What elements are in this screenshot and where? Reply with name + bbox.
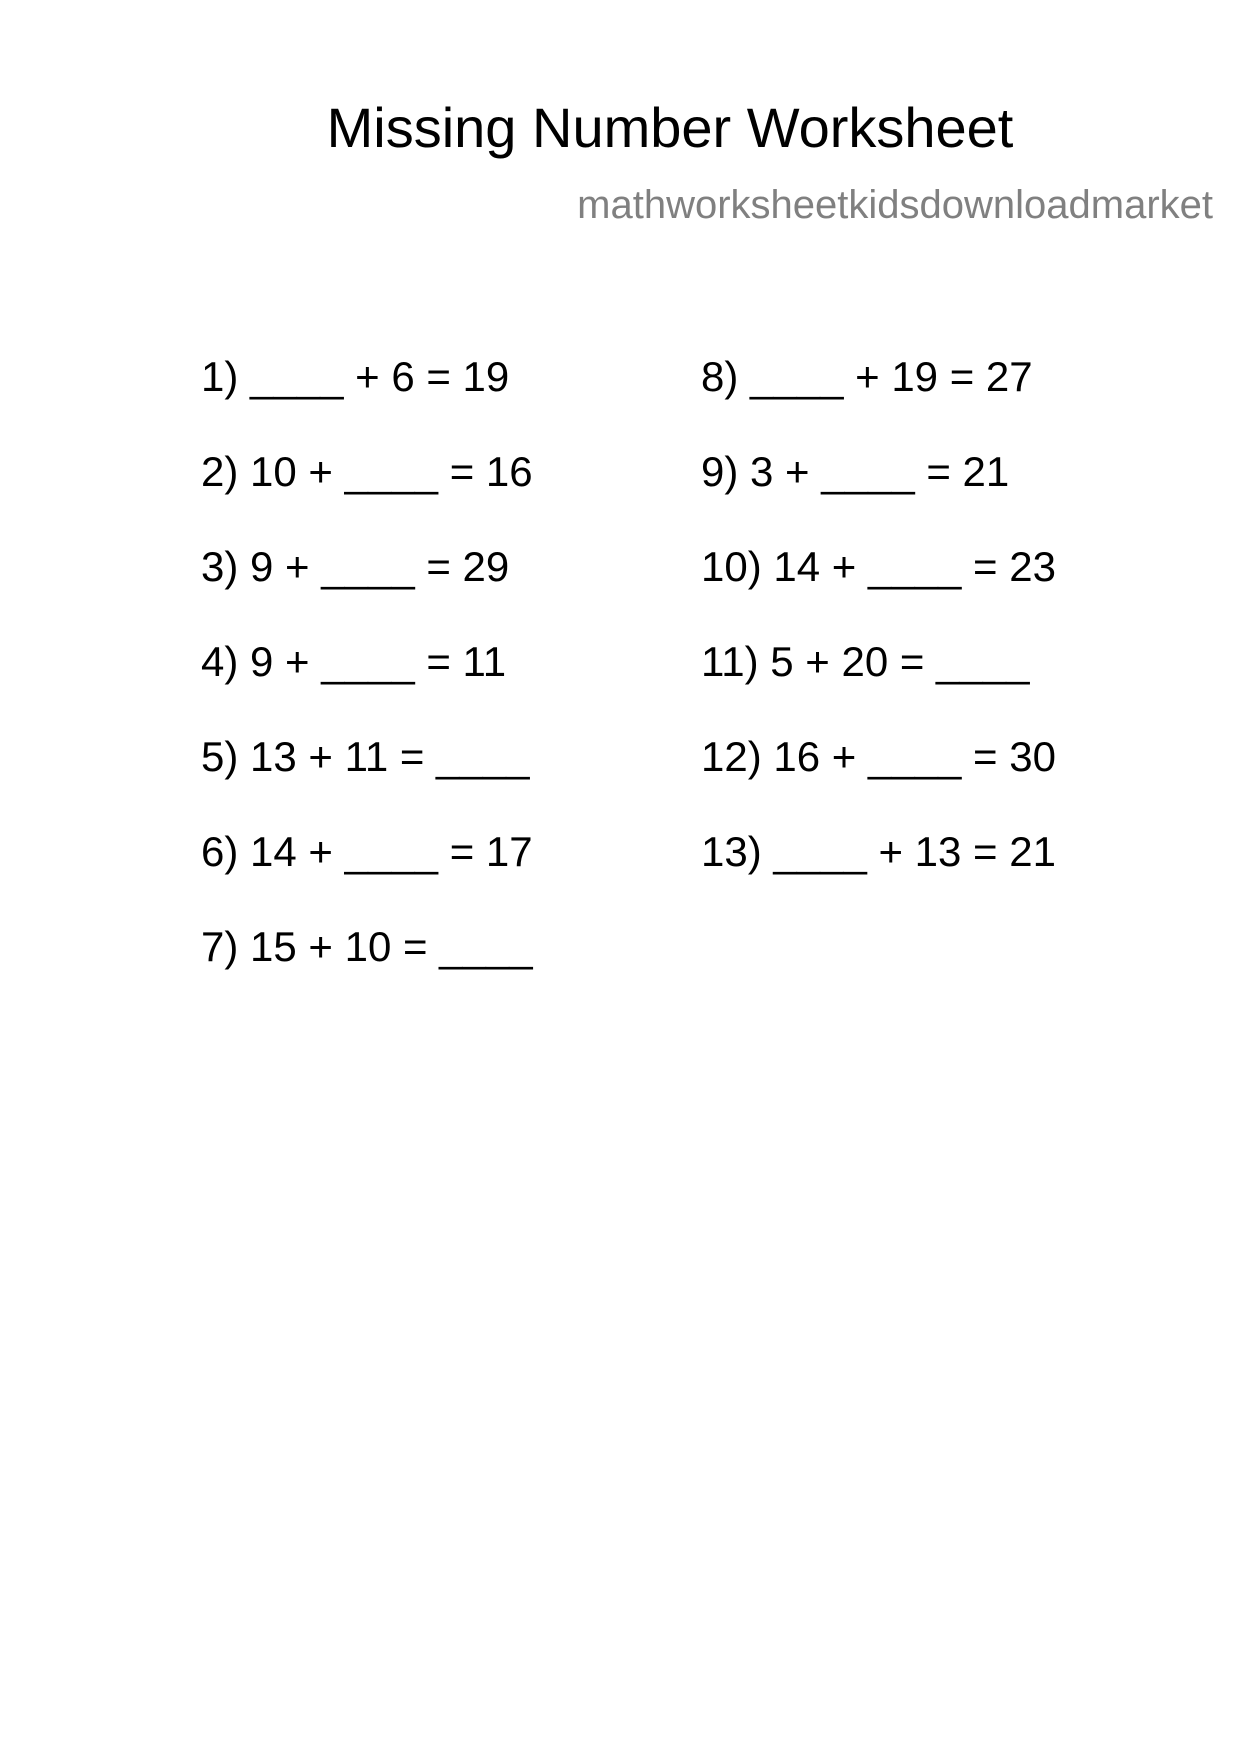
problem-7: 7) 15 + 10 = ____ bbox=[201, 923, 533, 970]
problem-column-right bbox=[701, 353, 1056, 923]
worksheet-title: Missing Number Worksheet bbox=[326, 96, 1014, 159]
problem-8: 8) ____ + 19 = 27 bbox=[701, 353, 1033, 400]
problem-9: 9) 3 + ____ = 21 bbox=[701, 448, 1010, 495]
problem-5: 5) 13 + 11 = ____ bbox=[201, 733, 530, 780]
problem-11: 11) 5 + 20 = ____ bbox=[701, 638, 1030, 685]
problem-4: 4) 9 + ____ = 11 bbox=[201, 638, 507, 685]
watermark-text: mathworksheetkidsdownloadmarket bbox=[577, 183, 1213, 227]
problem-3: 3) 9 + ____ = 29 bbox=[201, 543, 510, 590]
problem-2: 2) 10 + ____ = 16 bbox=[201, 448, 533, 495]
problem-13: 13) ____ + 13 = 21 bbox=[701, 828, 1056, 875]
problem-column-left bbox=[201, 353, 533, 1018]
problem-6: 6) 14 + ____ = 17 bbox=[201, 828, 533, 875]
problem-10: 10) 14 + ____ = 23 bbox=[701, 543, 1056, 590]
problem-1: 1) ____ + 6 = 19 bbox=[201, 353, 510, 400]
problem-12: 12) 16 + ____ = 30 bbox=[701, 733, 1056, 780]
